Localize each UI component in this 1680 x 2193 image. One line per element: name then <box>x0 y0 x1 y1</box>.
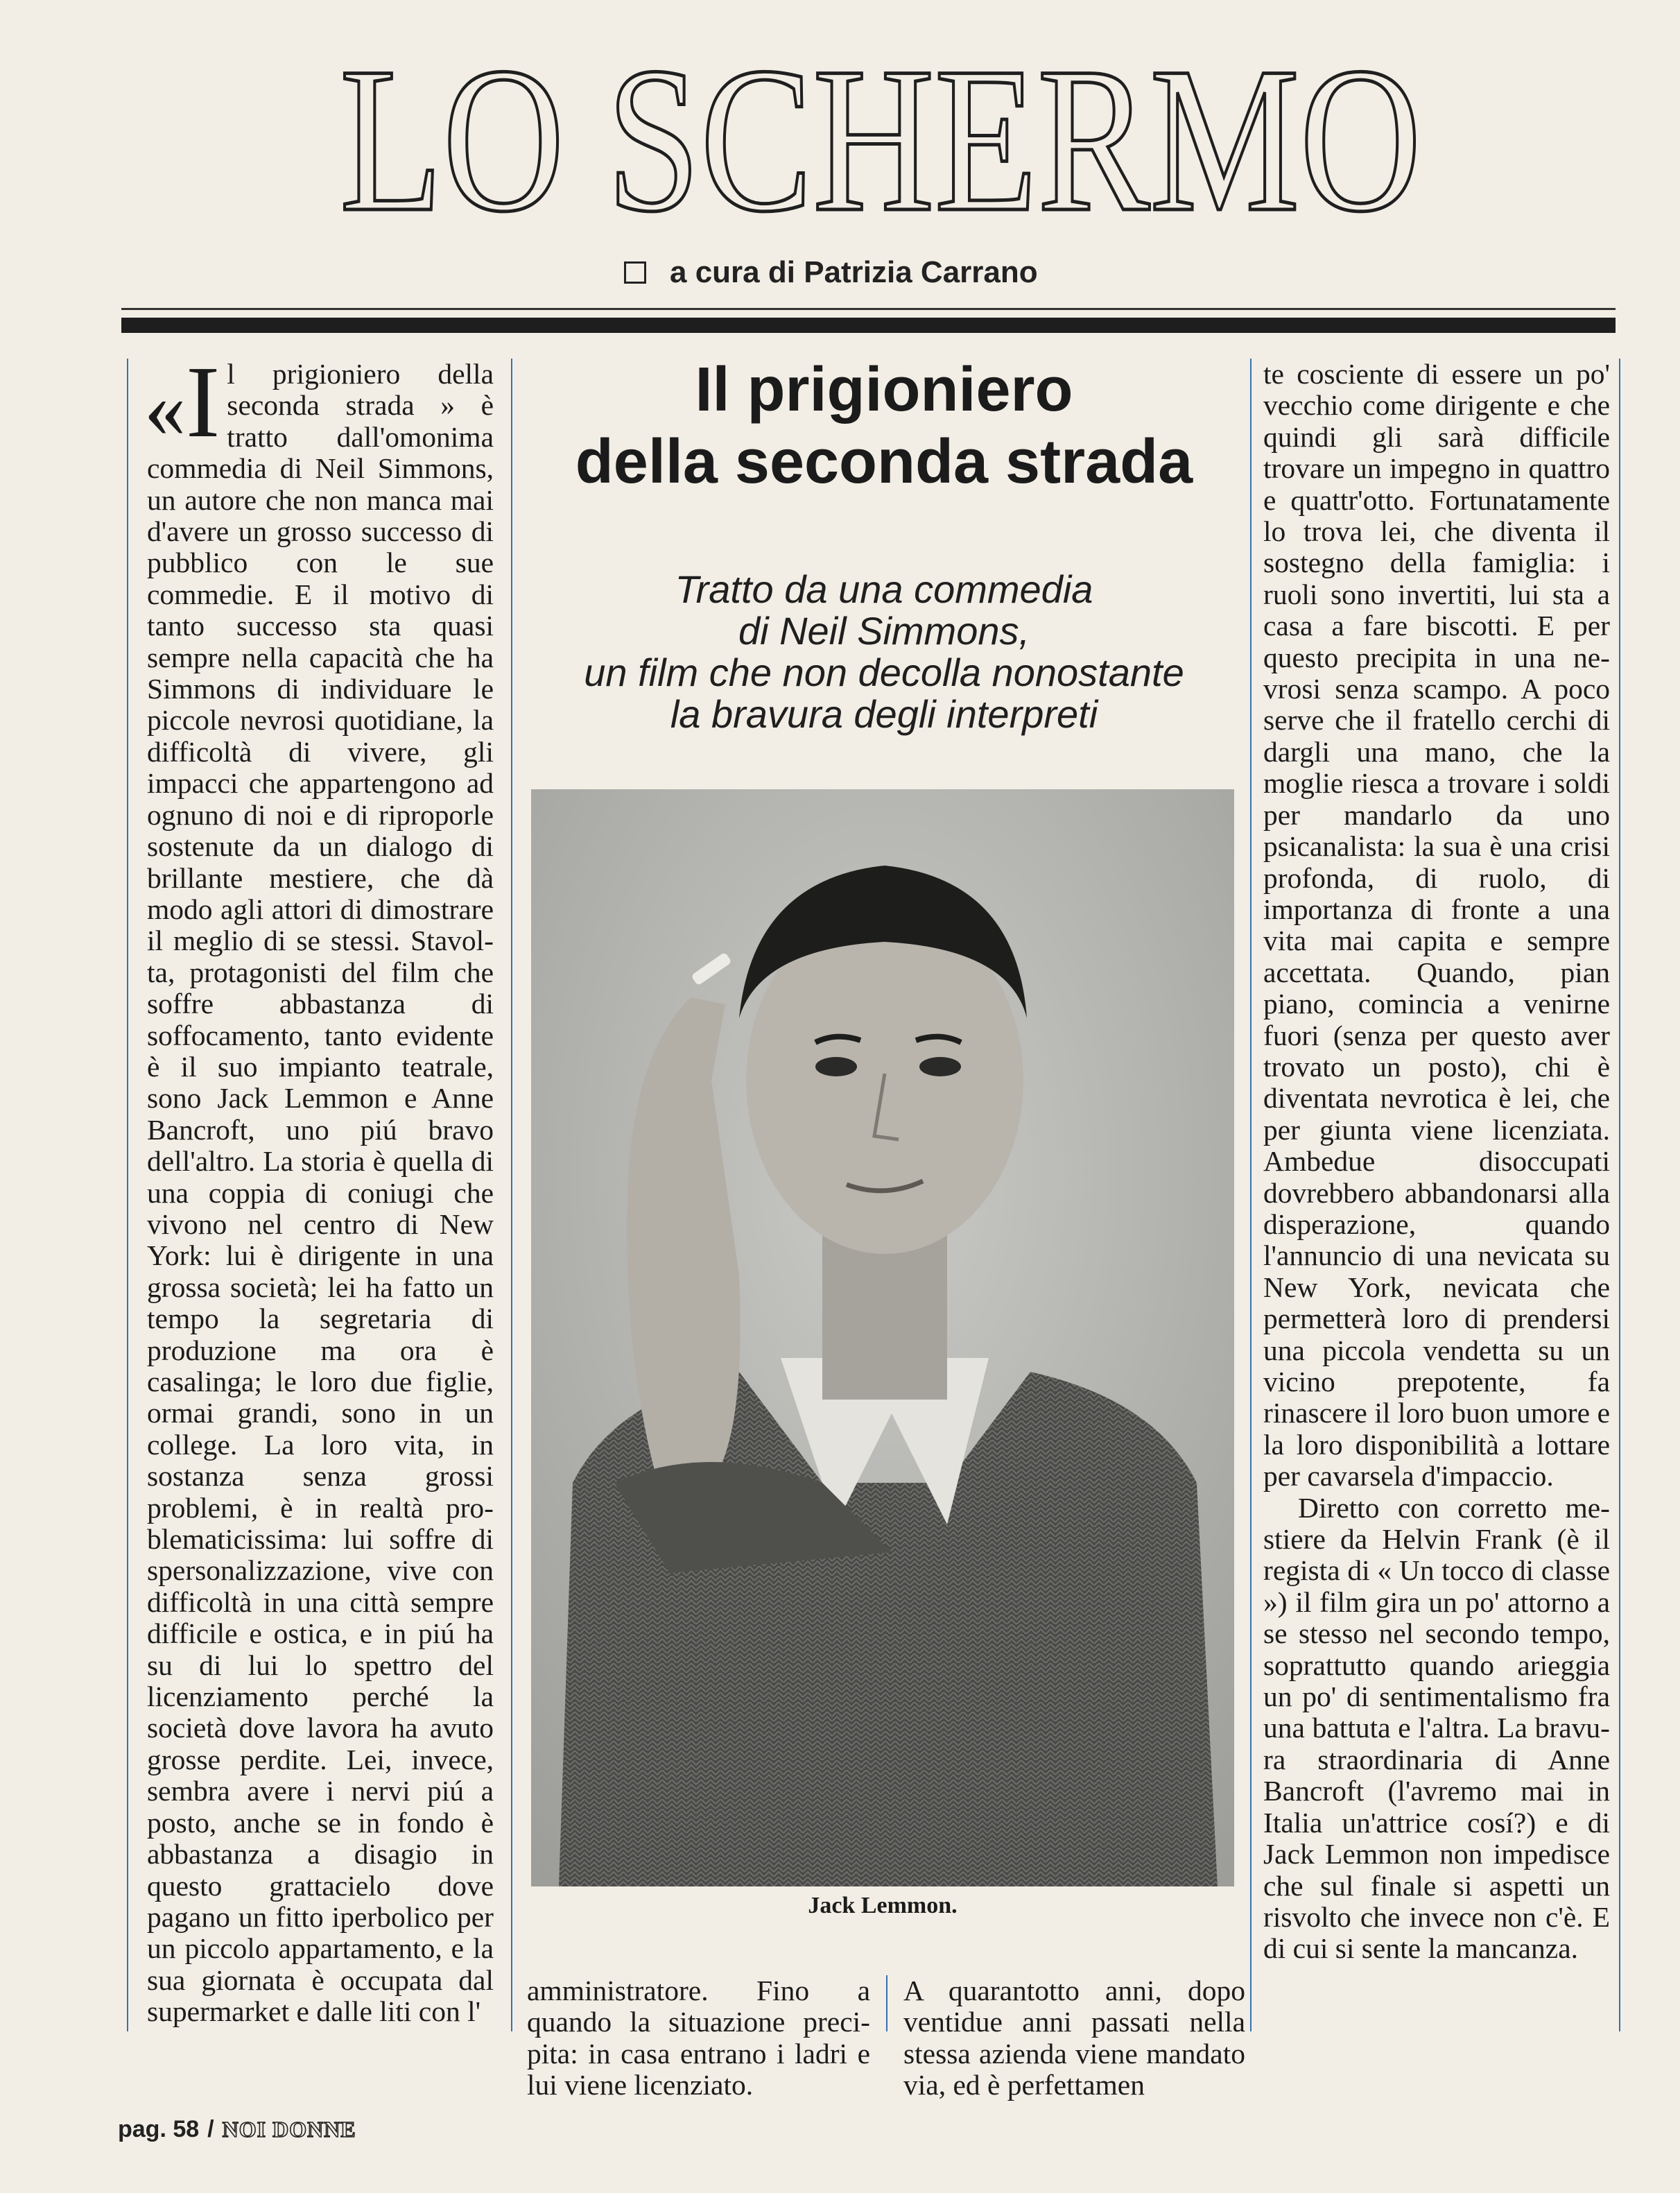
article-headline <box>513 354 1255 498</box>
article-column-4 <box>1263 359 1610 1965</box>
masthead-title: LO SCHERMO <box>340 24 1421 255</box>
footer-separator: / <box>207 2115 214 2142</box>
portrait-photo <box>531 789 1234 1886</box>
page-footer <box>118 2108 356 2150</box>
article-body-text: amministratore. Fino a quando la situazione precipita: in casa entrano i ladri e lui viene licenziato. <box>527 1975 870 2101</box>
column-rule <box>511 359 512 2031</box>
byline <box>624 248 1179 297</box>
dropcap: «I <box>144 345 220 459</box>
deck-line: di Neil Simmons, <box>738 609 1030 653</box>
header-rule-thin <box>121 308 1616 310</box>
article-deck <box>513 569 1255 735</box>
magazine-logo: NOI DONNE <box>222 2116 356 2142</box>
article-body-text: A quarantotto anni, dopo ventidue anni passati nella stessa azienda viene mandato via, ed è perfettamen <box>903 1975 1245 2101</box>
column-rule-right <box>1619 359 1620 2031</box>
page-number: pag. 58 <box>118 2115 200 2142</box>
deck-line: Tratto da una commedia <box>675 567 1093 611</box>
article-column-1 <box>144 345 494 2028</box>
byline-text: a cura di Patrizia Carrano <box>670 255 1038 289</box>
article-body-text: te cosciente di essere un po' vecchio come dirigente e che quindi gli sarà difficile trovare un impegno in quattro e quattr'otto. Fortunatamente lo trova lei, che diventa il sostegno della famiglia: i ruoli sono invertiti, lui sta a casa a fare biscotti. E per questo precipita in una nevrosi senza scampo. A poco serve che il fratello cerchi di dargli una mano, che la moglie riesca a trovare i soldi per mandarlo da uno psicanalista: la sua è una crisi profonda, di ruolo, di importanza di fronte a una vita mai capita e sempre accettata. Quando, pian piano, comincia a venirne fuori (senza per questo aver trovato un posto), chi è diventata nevrotica è lei, che per giunta viene licenziata. Ambedue disoccupati dovrebbero abbandonarsi alla disperazione, quando l'annuncio di una nevicata su New York, nevicata che permetterà loro di prendersi una piccola vendetta su un vicino prepotente, fa rinascere il loro buon umore e la loro disponibilità a lottare per cavarsela d'impaccio. <box>1263 358 1610 1493</box>
headline-line: Il prigioniero <box>695 355 1073 424</box>
photo-caption: Jack Lemmon. <box>808 1893 958 1918</box>
masthead-logo <box>326 24 1435 255</box>
article-body-text: l prigioniero della seconda strada » è tratto dall'omonima commedia di Neil Simmons, un autore che non manca mai d'avere un grosso successo di pubblico con le sue commedie. E il motivo di tanto successo sta quasi sempre nella capacità che ha Simmons di individuare le piccole nevrosi quotidiane, la difficoltà di vivere, gli impacci che appartengono ad ognuno di noi e di riproporle sostenute da un dialogo di brillante mestiere, che dà modo agli attori di dimostrare il meglio di se stessi. Stavolta, protagonisti del film che soffre abbastanza di soffocamento, tanto evidente è il suo impianto teatrale, sono Jack Lemmon e Anne Bancroft, uno piú bravo dell'altro. La storia è quella di una coppia di coniugi che vivono nel centro di New York: lui è dirigente in una grossa società; lei ha fatto un tempo la segretaria di produzione ma ora è casalinga; le loro due figlie, ormai grandi, sono in un college. La loro vita, in sostanza senza grossi problemi, è in realtà problematicissima: lui soffre di spersonalizzazione, vive con difficoltà in una città sempre difficile e ostica, e in piú ha su di lui lo spettro del licenziamento perché la società dove lavora ha avuto grosse perdite. Lei, invece, sembra avere i nervi piú a posto, anche se in fondo è abbastanza a disagio in questo grattacielo dove pagano un fitto iperbolico per un piccolo appartamento, e la sua giornata è occupata dal supermarket e dalle liti con l' <box>147 358 494 2028</box>
square-bullet-icon <box>624 261 646 284</box>
deck-line: la bravura degli interpreti <box>670 692 1098 736</box>
column-rule <box>886 1975 887 2031</box>
header-rule-thick <box>121 318 1616 333</box>
headline-line: della seconda strada <box>575 427 1193 497</box>
article-column-2 <box>527 1975 870 2101</box>
article-column-3 <box>903 1975 1245 2101</box>
column-rule-left <box>127 359 128 2031</box>
article-body-text: Diretto con corretto mestiere da Helvin Frank (è il regista di « Un tocco di classe ») il film gira un po' attorno a se stesso nel secondo tempo, soprattutto quando arieggia un po' di sentimentalismo fra una battuta e l'altra. La bravura straordinaria di Anne Bancroft (l'avremo mai in Italia un'attrice cosí?) e di Jack Lemmon non impedisce che sul finale si aspetti un risvolto che invece non c'è. E di cui si sente la mancanza. <box>1263 1491 1610 1965</box>
deck-line: un film che non decolla nonostante <box>584 651 1184 694</box>
